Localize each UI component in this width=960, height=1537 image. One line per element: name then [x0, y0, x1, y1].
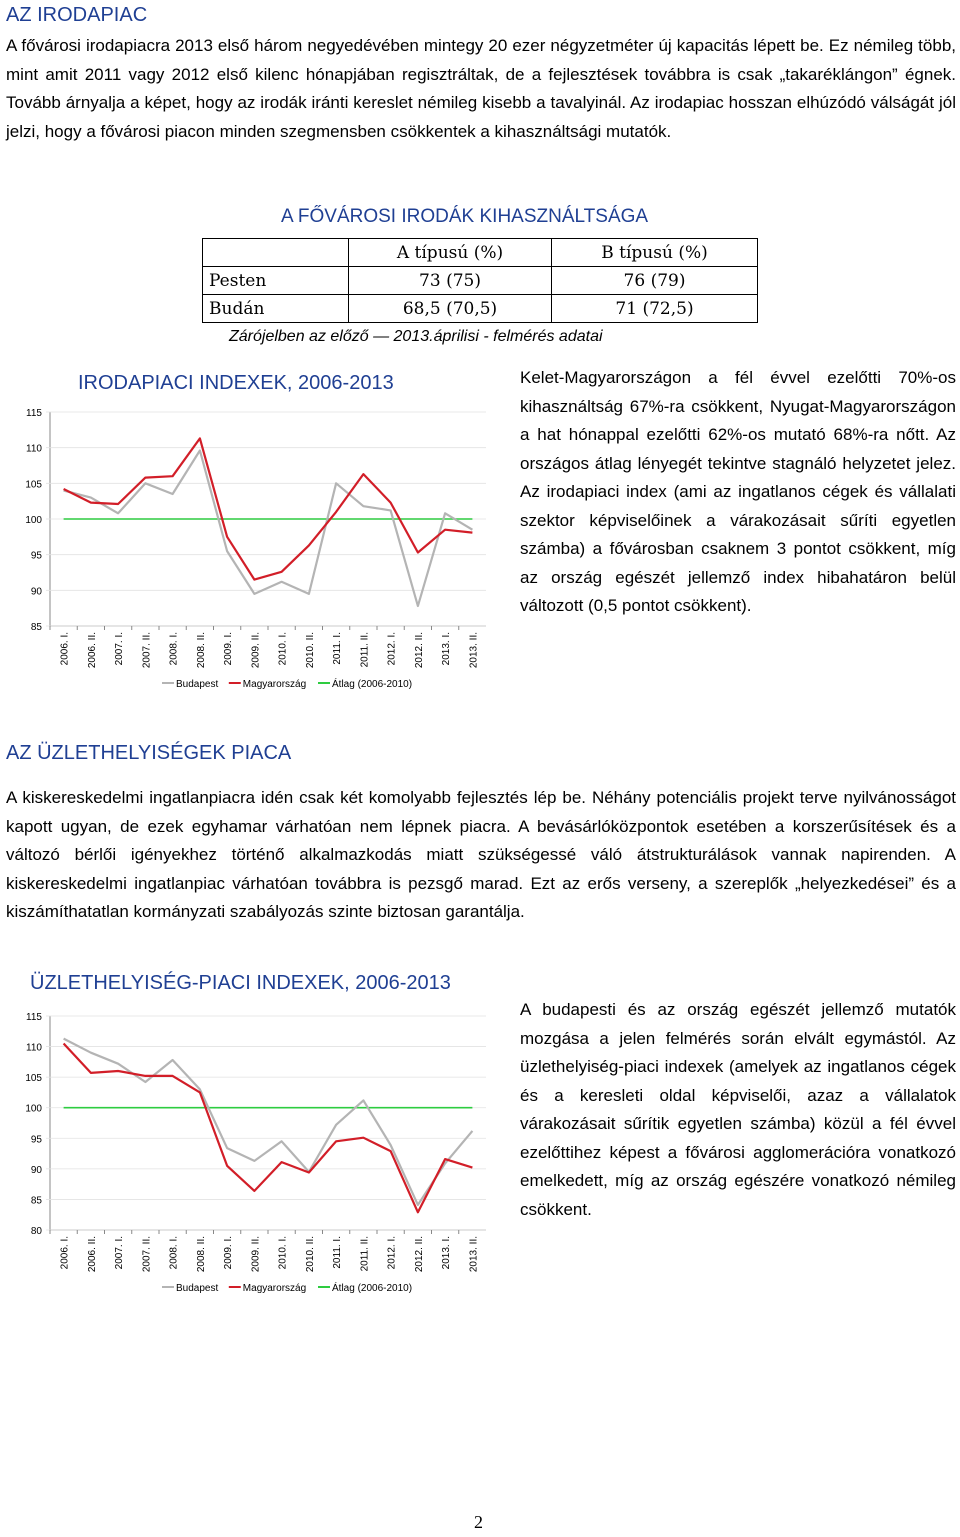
x-tick-label: 2011. I.	[332, 1236, 344, 1269]
y-tick-label: 110	[26, 1042, 42, 1054]
x-tick-label: 2013. II.	[468, 1236, 480, 1273]
y-tick-label: 90	[30, 1164, 42, 1176]
x-tick-label: 2008. I.	[168, 632, 180, 666]
table-header-cell: A típusú (%)	[349, 239, 552, 267]
x-tick-label: 2012. I.	[386, 632, 398, 666]
x-tick-label: 2012. II.	[413, 1236, 425, 1273]
table-cell: 68,5 (70,5)	[349, 295, 552, 323]
x-tick-label: 2013. II.	[468, 632, 480, 669]
office-paragraph: A fővárosi irodapiacra 2013 első három negyedévében mintegy 20 ezer négyzetméter új kapacitás lépett be. Ez némileg több, mint amit 2011 vagy 2012 első kilenc hónapjában regisztráltak, de a fejlesztések továbbra is csak „takaréklángon” égnek. Tovább árnyalja a képet, hogy az irodák iránti kereslet némileg kisebb a tavalyinál. Az irodapiac hosszan elhúzódó válságát jól jelzi, hogy a fővárosi piacon minden szegmensben csökkentek a kihasználtsági mutatók.	[6, 36, 956, 141]
series-line-budapest	[64, 1039, 473, 1205]
x-tick-label: 2006. II.	[86, 1236, 98, 1273]
table-header-cell: B típusú (%)	[552, 239, 758, 267]
office-heading: AZ IRODAPIAC	[6, 4, 148, 26]
table-cell: 71 (72,5)	[552, 295, 758, 323]
series-line-budapest	[64, 451, 473, 607]
x-tick-label: 2013. I.	[441, 1236, 453, 1270]
table-note: Zárójelben az előző — 2013.áprilisi - felmérés adatai	[229, 328, 603, 345]
x-tick-label: 2011. II.	[359, 1236, 371, 1272]
retail-side-text: A budapesti és az ország egészét jellemző mutatók mozgása a jelen felmérés során elvált egymástól. Az üzlethelyiség-piaci indexek (amelyek az ingatlanos cégek és a keresleti oldal képviselői, azaz a vállalatok várakozásait sűrítik egyetlen számba) közül a fél évvel ezelőttihez képest a fővárosi agglomerációra vonatkozó emelkedett, míg az ország egészére vonatkozó némileg csökkent.	[520, 1000, 956, 1219]
series-line-magyarorszag	[64, 438, 473, 579]
x-tick-label: 2011. I.	[332, 632, 344, 665]
x-tick-label: 2008. II.	[195, 632, 207, 669]
x-tick-label: 2009. II.	[250, 1236, 262, 1273]
y-tick-label: 90	[30, 586, 42, 598]
office-index-chart	[0, 398, 500, 704]
x-tick-label: 2009. II.	[250, 632, 262, 669]
legend-budapest-label: Budapest	[176, 1283, 219, 1294]
legend-budapest-label: Budapest	[176, 679, 219, 690]
x-tick-label: 2013. I.	[441, 632, 453, 666]
retail-chart-title: ÜZLETHELYISÉG-PIACI INDEXEK, 2006-2013	[30, 972, 451, 994]
x-tick-label: 2010. II.	[304, 1236, 316, 1273]
table-cell: Pesten	[203, 267, 349, 295]
x-tick-label: 2008. II.	[195, 1236, 207, 1273]
office-side-text: Kelet-Magyarországon a fél évvel ezelőtti 70%-os kihasználtság 67%-ra csökkent, Nyugat-Magyarországon a hat hónappal ezelőtti 62%-os mutató 68%-ra nőtt. Az országos átlag lényegét tekintve stagnáló helyzetet jelez. Az irodapiaci index (ami az ingatlanos cégek és vállalati szektor képviselőinek a várakozásait sűríti egyetlen számba) a fővárosban csaknem 3 pontot csökkent, míg az ország egészét jellemző index hibahatáron belül változott (0,5 pontot csökkent).	[520, 368, 956, 615]
y-tick-label: 95	[30, 1134, 42, 1146]
page-number: 2	[474, 1512, 483, 1532]
y-tick-label: 80	[30, 1226, 42, 1237]
y-tick-label: 115	[26, 408, 42, 419]
table-cell: 76 (79)	[552, 267, 758, 295]
x-tick-label: 2007. II.	[141, 1236, 153, 1273]
retail-paragraph: A kiskereskedelmi ingatlanpiacra idén csak két komolyabb fejlesztés lép be. Néhány potenciális projekt terve nyilvánosságot kapott ugyan, de ezek egyhamar várhatóan nem lépnek piacra. A bevásárlóközpontok esetében a korszerűsítések és a változó bérlői igényekhez történő alkalmazkodás miatt szükségessé váló átstrukturálások vannak napirenden. A kiskereskedelmi ingatlanpiac várhatóan továbbra is pezsgő marad. Ezt az erős verseny, a szereplők „helyezkedései” és a kiszámíthatatlan kormányzati szabályozás szinte biztosan garantálja.	[6, 788, 956, 921]
x-tick-label: 2009. I.	[223, 1236, 235, 1270]
x-tick-label: 2010. I.	[277, 632, 289, 666]
occupancy-table-title: A FŐVÁROSI IRODÁK KIHASZNÁLTSÁGA	[281, 206, 649, 227]
x-tick-label: 2007. I.	[114, 1236, 126, 1270]
x-tick-label: 2006. II.	[86, 632, 98, 669]
x-tick-label: 2006. I.	[59, 632, 71, 666]
y-tick-label: 105	[25, 479, 42, 491]
y-tick-label: 85	[30, 622, 42, 633]
x-tick-label: 2010. I.	[277, 1236, 289, 1270]
y-tick-label: 95	[30, 550, 42, 562]
x-tick-label: 2010. II.	[304, 632, 316, 669]
x-tick-label: 2008. I.	[168, 1236, 180, 1270]
x-tick-label: 2007. II.	[141, 632, 153, 669]
legend-magyarorszag-label: Magyarország	[242, 1283, 307, 1294]
office-chart-title: IRODAPIACI INDEXEK, 2006-2013	[78, 372, 394, 394]
table-header-row	[203, 239, 758, 267]
y-tick-label: 115	[26, 1012, 42, 1023]
occupancy-table	[202, 238, 758, 323]
x-tick-label: 2007. I.	[114, 632, 126, 666]
y-tick-label: 100	[25, 515, 42, 526]
x-tick-label: 2012. II.	[413, 632, 425, 669]
table-cell: Budán	[203, 295, 349, 323]
table-header-cell	[203, 239, 349, 267]
y-tick-label: 85	[30, 1195, 42, 1207]
x-tick-label: 2012. I.	[386, 1236, 398, 1270]
x-tick-label: 2011. II.	[359, 632, 371, 668]
legend-average-label: Átlag (2006-2010)	[332, 679, 413, 690]
x-tick-label: 2006. I.	[59, 1236, 71, 1270]
legend-average-label: Átlag (2006-2010)	[332, 1283, 413, 1294]
y-tick-label: 100	[25, 1103, 42, 1115]
table-row	[203, 267, 758, 295]
table-row	[203, 295, 758, 323]
retail-index-chart	[0, 1002, 500, 1308]
retail-heading: AZ ÜZLETHELYISÉGEK PIACA	[6, 742, 292, 764]
y-tick-label: 105	[25, 1073, 42, 1085]
x-tick-label: 2009. I.	[223, 632, 235, 666]
legend-magyarorszag-label: Magyarország	[242, 679, 307, 690]
table-cell: 73 (75)	[349, 267, 552, 295]
y-tick-label: 110	[26, 443, 42, 455]
